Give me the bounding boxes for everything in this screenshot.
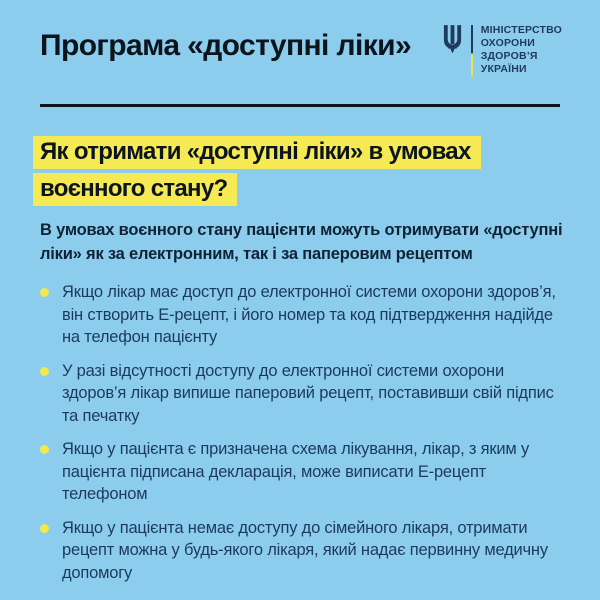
bullet-text: Якщо лікар має доступ до електронної системи охорони здоров’я, він створить Е-рецепт, і його номер та код підтвердження надійде на телефон пацієнту — [62, 283, 556, 346]
wordmark-line: ЗДОРОВ’Я — [480, 50, 538, 62]
question-line: Як отримати «доступні ліки» в умовах — [33, 136, 481, 169]
bullet-text: У разі відсутності доступу до електронної системи охорони здоров’я лікар випише паперовий рецепт, поставивши свій підпис та печатку — [62, 361, 554, 425]
wordmark-line: МІНІСТЕРСТВО — [480, 24, 562, 36]
page-title: Програма «доступні ліки» — [40, 29, 412, 62]
trident-icon — [442, 28, 463, 59]
wordmark-line: УКРАЇНИ — [480, 63, 527, 75]
list-item — [40, 517, 570, 585]
wordmark-line: ОХОРОНИ — [480, 37, 535, 49]
list-item — [40, 281, 570, 349]
intro-paragraph: В умовах воєнного стану пацієнти можуть отримувати «доступні ліки» як за електронним, так і за паперовим рецептом — [40, 221, 563, 263]
bullet-icon — [40, 288, 49, 297]
bullet-text: Якщо у пацієнта є призначена схема лікування, лікар, з яким у пацієнта підписана декларація, може виписати Е-рецепт телефоном — [62, 440, 530, 503]
header — [0, 0, 600, 77]
logo-divider — [471, 25, 473, 77]
divider-rule — [40, 104, 560, 107]
bullet-text: Якщо у пацієнта немає доступу до сімейного лікаря, отримати рецепт можна у будь-якого лікаря, який надає первинну медичну допомогу — [62, 518, 548, 582]
bullet-icon — [40, 445, 49, 454]
list-item — [40, 360, 570, 428]
bullet-icon — [40, 524, 49, 533]
ministry-logo — [442, 24, 562, 77]
ministry-wordmark — [481, 24, 562, 76]
question-line: воєнного стану? — [33, 173, 237, 206]
list-item — [40, 438, 570, 506]
question-heading — [33, 136, 560, 206]
bullet-list — [40, 281, 570, 584]
bullet-icon — [40, 367, 49, 376]
